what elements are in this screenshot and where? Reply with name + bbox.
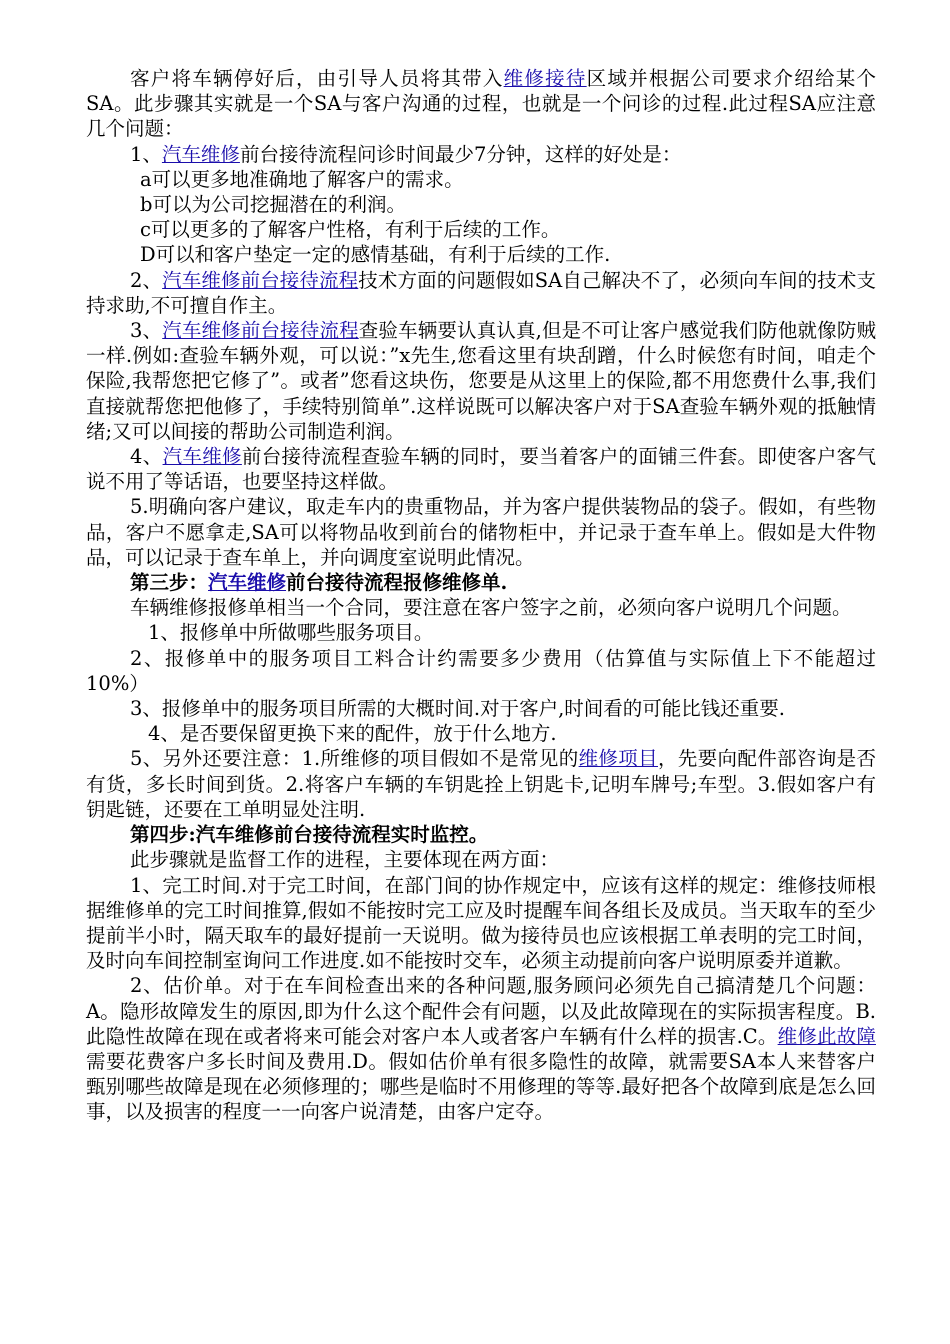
hyperlink[interactable]: 汽车维修 (208, 571, 287, 595)
text-run: 车辆维修报修单相当一个合同，要注意在客户签字之前，必须向客户说明几个问题。 (130, 596, 852, 620)
paragraph (86, 973, 876, 1124)
text-run: 需要花费客户多长时间及费用.D。假如估价单有很多隐性的故障，就需要SA本人来替客户甄别哪些故障是现在必须修理的；哪些是临时不用修理的等等.最好把各个故障到底是怎么回事，以及损害的程度一一向客户说清楚，由客户定夺。 (86, 1049, 876, 1124)
text-run: c可以更多的了解客户性格，有利于后续的工作。 (140, 218, 561, 242)
text-run: D可以和客户垫定一定的感情基础，有利于后续的工作. (140, 243, 611, 267)
paragraph (86, 746, 876, 822)
text-run: 前台接待流程查验车辆的同时，要当着客户的面铺三件套。即使客户客气说不用了等话语，也要坚持这样做。 (86, 445, 876, 494)
text-run: 1、完工时间.对于完工时间，在部门间的协作规定中，应该有这样的规定：维修技师根据维修单的完工时间推算,假如不能按时完工应及时提醒车间各组长及成员。当天取车的至少提前半小时，隔天取车的最好提前一天说明。做为接待员也应该根据工单表明的完工时间，及时向车间控制室询问工作进度.如不能按时交车，必须主动提前向客户说明原委并道歉。 (86, 873, 876, 973)
paragraph (86, 268, 876, 318)
text-run: 1、报修单中所做哪些服务项目。 (148, 621, 434, 645)
text-run: 4、 (130, 445, 163, 469)
paragraph (86, 66, 876, 142)
text-run: 1、 (130, 142, 162, 166)
paragraph (86, 494, 876, 570)
text-run: 此步骤就是监督工作的进程，主要体现在两方面： (130, 848, 560, 872)
hyperlink[interactable]: 维修此故障 (777, 1024, 876, 1048)
paragraph (86, 721, 876, 746)
hyperlink[interactable]: 汽车维修 (162, 445, 242, 469)
text-run: 4、是否要保留更换下来的配件，放于什么地方. (148, 722, 557, 746)
text-run: 技术方面的问题假如SA自己解决不了，必须向车间的技术支持求助,不可擅自作主。 (86, 268, 876, 317)
text-run: 3、 (130, 319, 163, 343)
text-run: 5.明确向客户建议，取走车内的贵重物品，并为客户提供装物品的袋子。假如，有些物品，客户不愿拿走,SA可以将物品收到前台的储物柜中，并记录于查车单上。假如是大件物品，可以记录于查车单上，并向调度室说明此情况。 (86, 495, 876, 569)
hyperlink[interactable]: 维修项目 (578, 747, 658, 771)
paragraph (86, 142, 876, 167)
paragraph (86, 620, 876, 645)
paragraph (86, 318, 876, 444)
text-run: 查验车辆要认真认真,但是不可让客户感觉我们防他就像防贼一样.例如:查验车辆外观，可以说：”x先生,您看这里有块刮蹭，什么时候您有时间，咱走个保险,我帮您把它修了”。或者”您看这块伤，您要是从这里上的保险,都不用您费什么事,我们直接就帮您把他修了，手续特别简单”.这样说既可以解决客户对于SA查验车辆外观的抵触情绪;又可以间接的帮助公司制造利润。 (86, 319, 876, 443)
paragraph (86, 595, 876, 620)
text-run: 前台接待流程报修维修单. (286, 571, 508, 595)
section-heading (86, 822, 876, 847)
text-run: a可以更多地准确地了解客户的需求。 (140, 167, 464, 191)
hyperlink[interactable]: 汽车维修前台接待流程 (162, 268, 359, 292)
hyperlink[interactable]: 汽车维修 (161, 142, 240, 166)
section-heading (86, 570, 876, 595)
paragraph (86, 847, 876, 872)
paragraph (86, 242, 876, 267)
text-run: 5、另外还要注意：1.所维修的项目假如不是常见的 (130, 747, 579, 771)
paragraph (86, 167, 876, 192)
text-run: 3、报修单中的服务项目所需的大概时间.对于客户,时间看的可能比钱还重要. (130, 697, 786, 721)
text-run: 第四步:汽车维修前台接待流程实时监控。 (130, 823, 489, 847)
text-run: 区域并根据公司要求介绍给某个SA。此步骤其实就是一个SA与客户沟通的过程，也就是一个问诊的过程.此过程SA应注意几个问题： (86, 67, 876, 141)
paragraph (86, 873, 876, 974)
paragraph (86, 444, 876, 494)
paragraph (86, 217, 876, 242)
hyperlink[interactable]: 汽车维修前台接待流程 (162, 319, 359, 343)
text-run: 2、 (130, 268, 163, 292)
text-run: b可以为公司挖掘潜在的利润。 (140, 193, 406, 217)
text-run: 前台接待流程问诊时间最少7分钟，这样的好处是： (239, 142, 682, 166)
hyperlink[interactable]: 维修接待 (503, 67, 587, 90)
text-run: 第三步： (130, 571, 209, 595)
paragraph (86, 192, 876, 217)
paragraph (86, 696, 876, 721)
document-body (86, 66, 876, 1125)
paragraph (86, 646, 876, 696)
text-run: 2、估价单。对于在车间检查出来的各种问题,服务顾问必须先自己搞清楚几个问题：A。隐形故障发生的原因,即为什么这个配件会有问题，以及此故障现在的实际损害程度。B.此隐性故障在现在或者将来可能会对客户本人或者客户车辆有什么样的损害.C。 (86, 974, 876, 1048)
text-run: 客户将车辆停好后，由引导人员将其带入 (130, 67, 504, 90)
text-run: ，先要向配件部咨询是否有货，多长时间到货。2.将客户车辆的车钥匙拴上钥匙卡,记明车牌号;车型。3.假如客户有钥匙链，还要在工单明显处注明. (86, 747, 876, 821)
text-run: 2、报修单中的服务项目工料合计约需要多少费用（估算值与实际值上下不能超过10%） (86, 646, 876, 695)
